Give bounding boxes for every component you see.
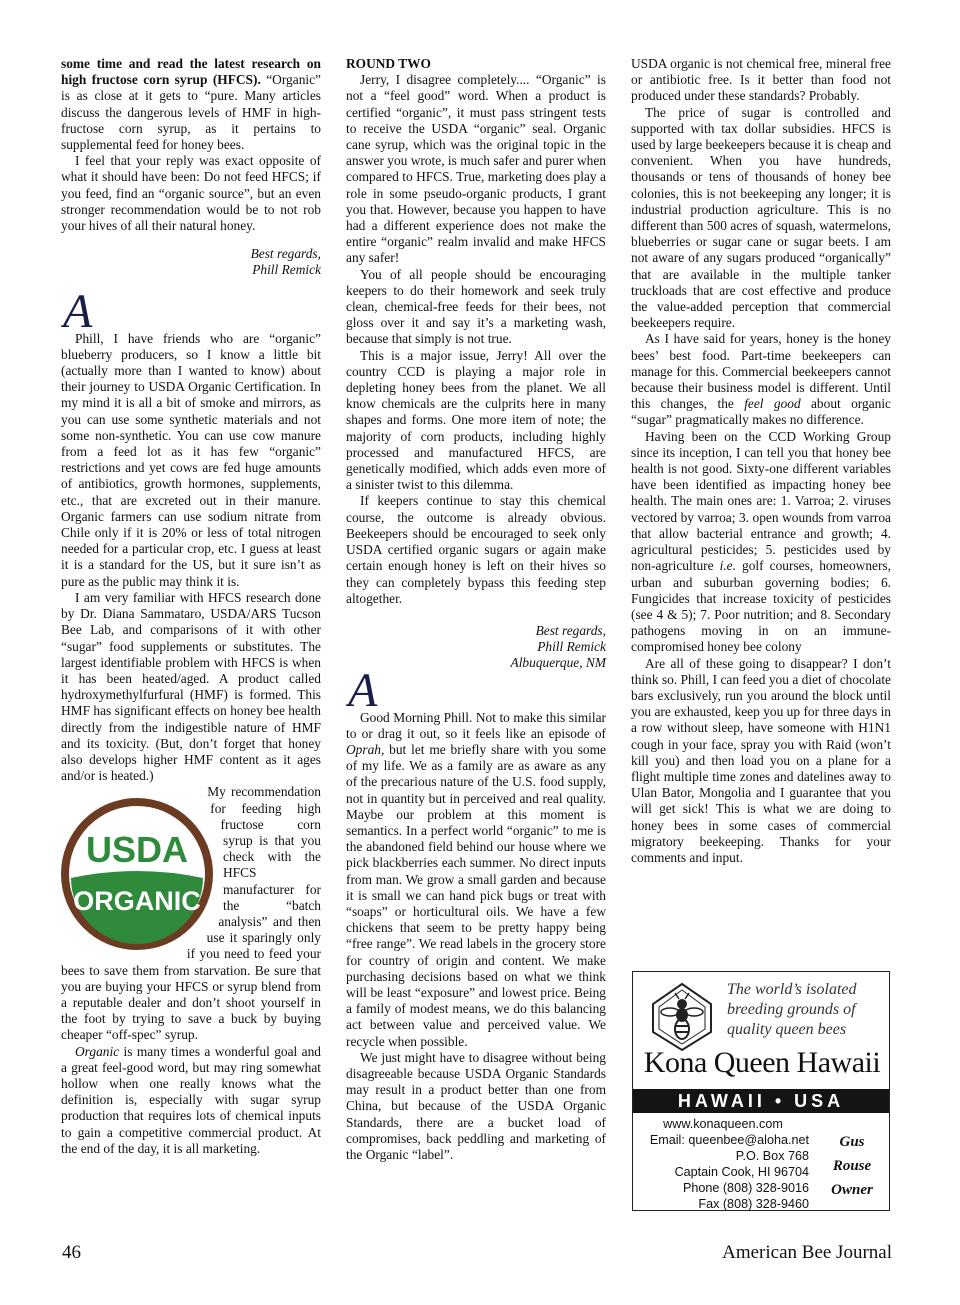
signature-name: Phill Remick: [252, 262, 321, 278]
paragraph-text: Having been on the CCD Working Group since its inception, I can tell you that honey bee health is not good. Sixty-one different variables have been identified as impacting honey bee health. The main ones are: 1. Varroa; 2. viruses vectored by varroa; 3. open wounds from varroa that allow bacterial entrance and growth; 4. agricultural pesticides; 5. pesticides used by non-agriculture: [631, 428, 891, 574]
signature-line: Best regards,: [250, 246, 321, 262]
bold-lead-text: some time and read the latest research on high fructose corn syrup (HFCS).: [61, 56, 321, 88]
ad-owner: [819, 1130, 885, 1202]
paragraph: The price of sugar is controlled and supported with tax dollar subsidies. HFCS is used by large beekeepers because it is cheap and convenient. When you have hundreds, thousands or tens of thousands of honey bee colonies, this is not beekeeping any longer; it is industrial production agriculture. This is no different than 500 acres of squash, watermelons, blueberries or sugar cane or sugar beets. I am not aware of any sugars produced “organically” that are available in the multiple tanker truckloads that are cost effective and produce the value-added perception that commercial beekeepers require.: [631, 104, 892, 331]
paragraph: My recommendation for feeding high fructose corn syrup is that you check with the HFCS manufacturer for the “batch analysis” and then use it sparingly only if you need to feed your bees to save them from starvation. Be sure that you are buying your HFCS or syrup blend from a reputable dealer and don’t shoot yourself in the foot by trying to save a buck by buying cheaper “off-spec” syrup.: [61, 784, 321, 1043]
kona-queen-advertisement: [632, 971, 890, 1211]
paragraph: [631, 331, 891, 428]
answer-letter: A: [348, 665, 378, 712]
ad-pobox: P.O. Box 768: [735, 1149, 809, 1163]
paragraph: USDA organic is not chemical free, mineral free or antibiotic free. Is it better than food not produced under these standards? Probably.: [631, 56, 891, 104]
ad-owner-first: Gus: [839, 1134, 865, 1150]
paragraph-text: about organic “sugar” pragmatically makes no difference.: [631, 396, 891, 428]
paragraph: Phill, I have friends who are “organic” blueberry producers, so I know a little bit (actually more than I wanted to know) about their journey to USDA Organic Certification. In my mind it is all a bit of smoke and mirrors, as you can use some synthetic materials and not some non-synthetic. You can use cow manure from a feed lot as it has few “organic” restrictions and yet cows are fed huge amounts of antibiotics, growth hormones, supplements, etc., that are excreted out in their manure. Organic farmers can use sodium nitrate from Chile only if it is 20% or less of total nitrogen needed for a particular crop, etc. I guess at least it is a standard for the US, but it sure isn’t as pure as the public may think it is.: [61, 330, 321, 589]
paragraph: I feel that your reply was exact opposite of what it should have been: Do not feed HFCS; if you feed, find an “organic source”, but an even stronger recommendation would be to not rob your hives of all their natural honey.: [61, 153, 321, 234]
paragraph: [61, 56, 321, 153]
paragraph: [61, 1044, 321, 1157]
journal-name: American Bee Journal: [722, 1242, 892, 1263]
paragraph: I am very familiar with HFCS research done by Dr. Diana Sammataro, USDA/ARS Tucson Bee Lab, and comparisons of it with other “sugar” food supplements or substitutes. The largest identifiable problem with HFCS is when it has been heated/aged. A product called hydroxymethylfurfural (HMF) is formed. This HMF has significant effects on honey bee health directly from the indigestible nature of HMF and its toxicity. (But, don’t forget that honey also develops higher HMF content as it ages and/or is heated.): [61, 589, 321, 784]
answer-letter: A: [63, 286, 93, 333]
paragraph: We just might have to disagree without being disagreeable because USDA Organic Standards may result in a product better than one from China, but because of the USDA Organic Standards, there are a bucket load of compromises, back peddling and marketing of the Organic “label”.: [346, 1049, 606, 1162]
ad-owner-last: Rouse: [832, 1158, 872, 1174]
signature-line: Best regards,: [535, 622, 606, 638]
paragraph: [346, 710, 606, 1050]
page-number: 46: [62, 1242, 81, 1263]
answer-a-icon: [61, 287, 117, 333]
ad-website[interactable]: www.konaqueen.com: [663, 1117, 783, 1131]
italic-word: Organic: [75, 1043, 120, 1059]
signature-location: Albuquerque, NM: [510, 655, 606, 671]
ad-brand-name: Kona Queen Hawaii: [643, 1046, 881, 1079]
article-column-1: [61, 56, 321, 1157]
queen-bee-crest-icon: [651, 982, 713, 1052]
paragraph-text: Good Morning Phill. Not to make this similar to or drag it out, so it feels like an episode of: [346, 709, 606, 741]
organic-text: ORGANIC: [73, 886, 201, 917]
paragraph-text: but let me briefly share with you some of my life. We as a family are as aware as any of the precarious nature of the U.S. food supply, not in quantity but in perceived and real quality. Maybe our problem at this moment is semantics. In a perfect world “organic” to me is the abandoned field behind our house where we pick blackberries each summer. No direct inputs from man. We grow a small garden and because it is small we can hand pick bugs or treat with “soaps” or horticultural oils. We have a few chickens that seem to be pretty happy being “free range”. We read labels in the grocery store for country of origin and content. We make purchasing decisions based on what we think will be least “exposure” and lowest price. Being a family of modest means, we do this balancing act between value and perceived value. We recycle when possible.: [346, 741, 606, 1049]
ad-email[interactable]: Email: queenbee@aloha.net: [649, 1133, 809, 1147]
italic-phrase: feel good: [744, 396, 801, 412]
paragraph: [631, 429, 891, 656]
ad-location-band: HAWAII • USA: [633, 1089, 889, 1113]
ad-owner-title: Owner: [831, 1182, 873, 1198]
ad-contact-block: [637, 1116, 809, 1212]
italic-word: Oprah,: [346, 741, 385, 757]
ad-tagline: The world’s isolated breeding grounds of quality queen bees: [727, 981, 857, 1038]
ad-fax: Fax (808) 328-9460: [698, 1197, 809, 1211]
italic-abbrev: i.e.: [719, 558, 736, 574]
paragraph-text: “Organic” is as close at it gets to “pure. Many articles discuss the dangerous levels of HMF in high-fructose corn syrup, as it pertains to supplemental feed for honey bees.: [61, 72, 321, 153]
paragraph: This is a major issue, Jerry! All over the country CCD is playing a major role in depleting honey bees from the planet. We all know chemicals are the culprits here in many shapes and forms. One more item of note; the majority of corn products, including highly processed and manufactured HFCS, are genetically modified, which adds even more of a sinister twist to this dilemma.: [346, 347, 606, 493]
signature-name: Phill Remick: [537, 639, 606, 655]
usda-organic-seal-icon: [57, 794, 217, 954]
article-column-2: [346, 56, 606, 1163]
answer-a-icon: [346, 666, 402, 712]
paragraph: Jerry, I disagree completely.... “Organic” is not a “feel good” word. When a product is certified “organic”, it must pass stringent tests to receive the USDA “organic” seal. Organic cane syrup, which was the original topic in the answer you wrote, is much safer and purer when compared to HFCS. True, marketing does play a role in some pseudo-organic products, I grant you that. However, because you happen to have had a different experience does not make the entire “organic” realm invalid and make HFCS any safer!: [346, 72, 606, 266]
article-column-3: [631, 56, 891, 866]
paragraph: If keepers continue to stay this chemical course, the outcome is already obvious. Beekeepers should be encouraged to seek only USDA certified organic sugars or again make certain enough honey is left on their hives so they can completely bypass this feeding step altogether.: [346, 493, 606, 606]
section-heading: ROUND TWO: [346, 56, 431, 71]
paragraph-text: is many times a wonderful goal and a great feel-good word, but may ring somewhat hollow when one really knows what the definition is, especially with sugar syrup production that requires lots of chemical inputs to gain a competitive commercial product. At the end of the day, it is all marketing.: [61, 1043, 321, 1156]
ad-phone: Phone (808) 328-9016: [682, 1181, 809, 1195]
paragraph-text: golf courses, homeowners, urban and suburban governing bodies; 6. Fungicides that increase toxicity of pesticides (see 4 & 5); 7. Poor nutrition; and 8. Secondary pathogens moving in on an immune-compromised honey bee colony: [631, 558, 891, 655]
paragraph-text: As I have said for years, honey is the honey bees’ best food. Part-time beekeepers can manage for this. Commercial beekeepers cannot because their business model is different. Until this changes, the: [631, 331, 891, 412]
ad-address: Captain Cook, HI 96704: [674, 1165, 809, 1179]
paragraph: Are all of these going to disappear? I don’t think so. Phill, I can feed you a diet of chocolate bars exclusively, run you around the block until you are exhausted, keep you up for three days in a row without sleep, have someone with H1N1 cough in your face, spray you with Raid (won’t kill you) and then load you on a plane for a flight multiple time zones and datelines away to Ulan Bator, Mongolia and I guarantee that you will get sick! This is what we are doing to honey bees in some cases of commercial migratory beekeeping. Thanks for your comments and input.: [631, 655, 891, 865]
paragraph: You of all people should be encouraging keepers to do their homework and seek truly clean, chemical-free feeds for their bees, not gloss over it and say it’s a marketing wash, because that simply is not true.: [346, 266, 606, 347]
usda-text: USDA: [85, 829, 189, 871]
